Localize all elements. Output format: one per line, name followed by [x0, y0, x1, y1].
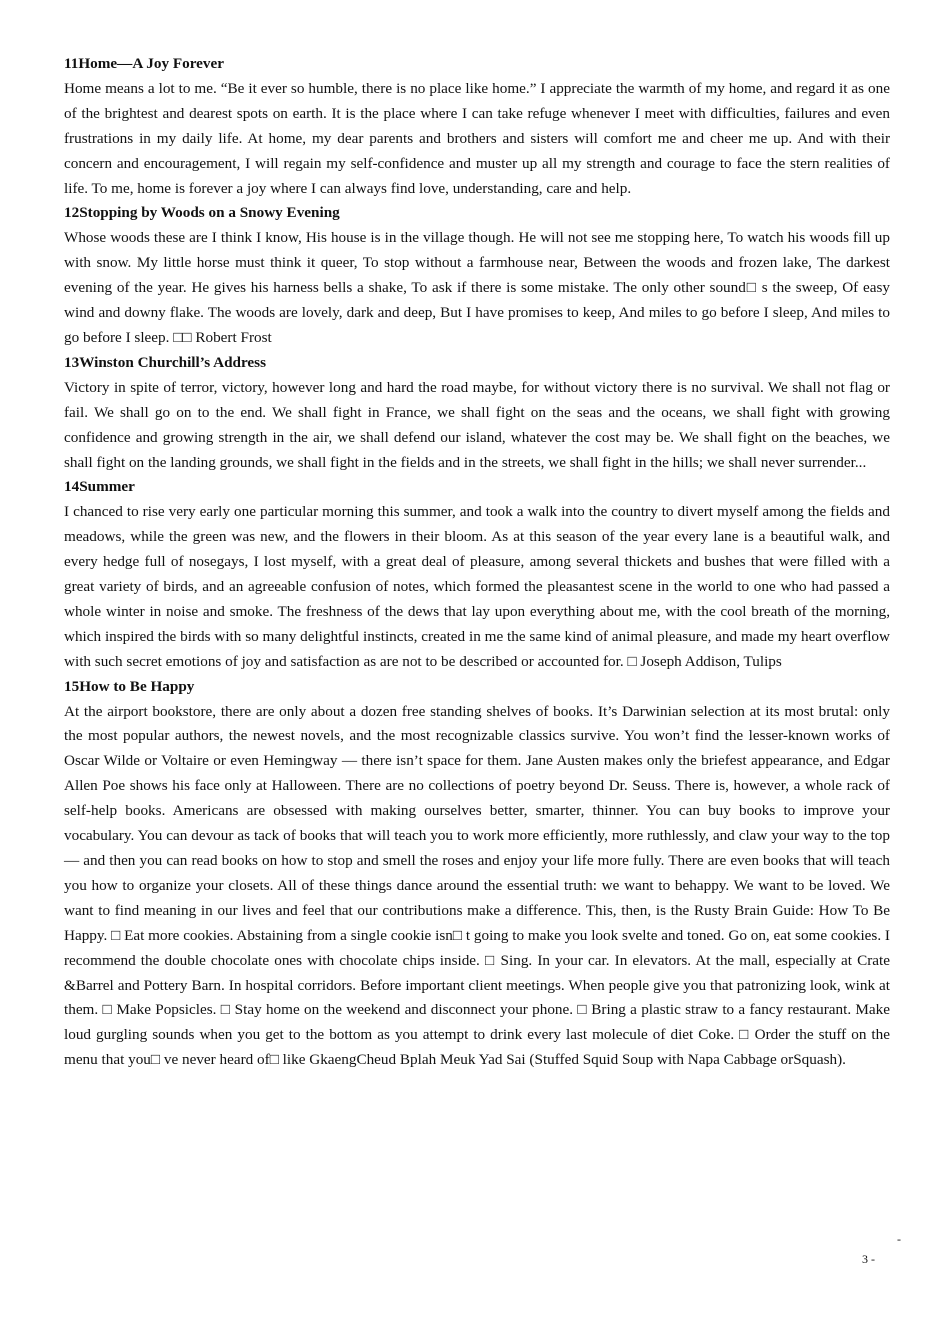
section-body: At the airport bookstore, there are only about a dozen free standing shelves of books. It’s Darwinian selection at its most brutal: only the most popular authors, the newest novels, and the most recognizable classics survive. You won’t find the lesser-known works of Oscar Wilde or Voltaire or even Hemingway — there isn’t space for them. Jane Austen makes only the briefest appearance, and Edgar Allen Poe shows his face only at Halloween. There are no collections of poetry beyond Dr. Seuss. There is, however, a whole rack of self-help books. Americans are obsessed with making ourselves better, smarter, thinner. You can buy books to improve your vocabulary. You can devour as tack of books that will teach you to work more efficiently, more ruthlessly, and claw your way to the top — and then you can read books on how to stop and smell the roses and enjoy your life more fully. There are even books that will teach you how to organize your closets. All of these things dance around the essential truth: we want to behappy. We want to be loved. We want to find meaning in our lives and feel that our contributions make a difference. This, then, is the Rusty Brain Guide: How To Be Happy. □ Eat more cookies. Abstaining from a single cookie isn□ t going to make you look svelte and toned. Go on, eat some cookies. I recommend the double chocolate ones with chocolate chips inside. □ Sing. In your car. In elevators. At the mall, especially at Crate &Barrel and Pottery Barn. In hospital corridors. Before important client meetings. When people give you that patronizing look, wink at them. □ Make Popsicles. □ Stay home on the weekend and disconnect your phone. □ Bring a plastic straw to a fancy restaurant. Make loud gurgling sounds when you get to the bottom as you attempt to drink every last molecule of diet Coke. □ Order the stuff on the menu that you□ ve never heard of□ like GkaengCheud Bplah Meuk Yad Sai (Stuffed Squid Soup with Napa Cabbage orSquash).	[64, 702, 890, 1069]
section-title: 11Home—A Joy Forever	[64, 55, 224, 72]
page-number: 3 -	[862, 1252, 875, 1266]
section-body: Whose woods these are I think I know, His house is in the village though. He will not see me stopping here, To watch his woods fill up with snow. My little horse must think it queer, To stop without a farmhouse near, Between the woods and frozen lake, The darkest evening of the year. He gives his harness bells a shake, To ask if there is some mistake. The only other sound□ s the sweep, Of easy wind and downy flake. The woods are lovely, dark and deep, But I have promises to keep, And miles to go before I sleep, And miles to go before I sleep. □□ Robert Frost	[64, 229, 890, 346]
section-home	[64, 52, 890, 201]
section-body: Home means a lot to me. “Be it ever so humble, there is no place like home.” I appreciate the warmth of my home, and regard it as one of the brightest and dearest spots on earth. It is the place where I can take refuge whenever I meet with difficulties, failures and even frustrations in my daily life. At home, my dear parents and brothers and sisters will comfort me and cheer me up. And with their concern and encouragement, I will regain my self-confidence and muster up all my strength and courage to face the stern realities of life. To me, home is forever a joy where I can always find love, understanding, care and help.	[64, 79, 890, 197]
document-page	[64, 52, 890, 1073]
section-body: Victory in spite of terror, victory, however long and hard the road maybe, for without victory there is no survival. We shall not flag or fail. We shall go on to the end. We shall fight in France, we shall fight on the seas and the oceans, we shall fight with growing confidence and growing strength in the air, we shall defend our island, whatever the cost may be. We shall fight on the beaches, we shall fight on the landing grounds, we shall fight in the fields and in the streets, we shall fight in the hills; we shall never surrender...	[64, 378, 890, 471]
section-title: 14Summer	[64, 478, 135, 496]
section-stopping-by-woods	[64, 201, 890, 350]
footer-mark: -	[897, 1232, 901, 1246]
section-title: 15How to Be Happy	[64, 677, 195, 695]
section-how-to-be-happy	[64, 675, 890, 1074]
section-title: 12Stopping by Woods on a Snowy Evening	[64, 204, 340, 222]
section-summer	[64, 475, 890, 674]
section-churchill-address	[64, 351, 890, 476]
section-title: 13Winston Churchill’s Address	[64, 353, 266, 371]
section-body: I chanced to rise very early one particular morning this summer, and took a walk into the country to divert myself among the fields and meadows, while the green was new, and the flowers in their bloom. As at this season of the year every lane is a beautiful walk, and every hedge full of nosegays, I lost myself, with a great deal of pleasure, among several thickets and bushes that were filled with a great variety of birds, and an agreeable confusion of notes, which formed the pleasantest scene in the world to one who had passed a whole winter in noise and smoke. The freshness of the dews that lay upon everything about me, with the cool breath of the morning, which inspired the birds with so many delightful instincts, created in me the same kind of animal pleasure, and made my heart overflow with such secret emotions of joy and satisfaction as are not to be described or accounted for. □ Joseph Addison, Tulips	[64, 503, 890, 670]
